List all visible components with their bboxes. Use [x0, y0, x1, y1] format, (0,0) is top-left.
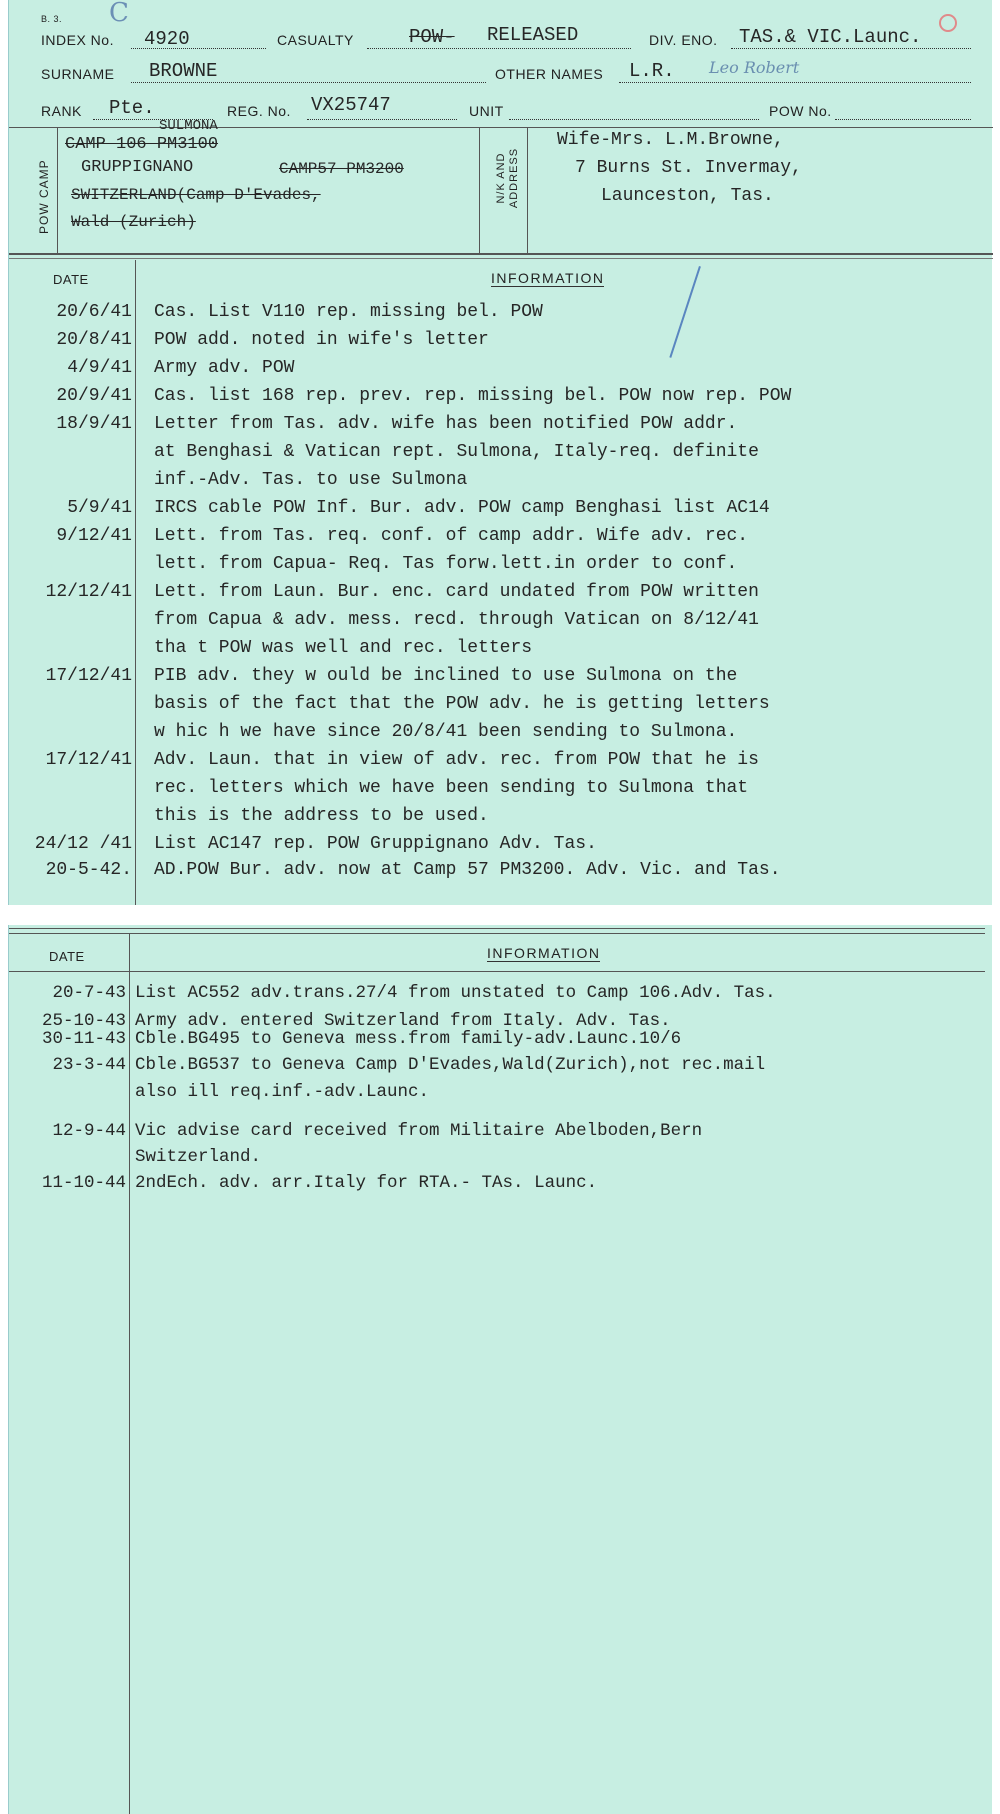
entry-text: 2ndEch. adv. arr.Italy for RTA.- TAs. Launc. [135, 1173, 598, 1193]
entry-text: w hic h we have since 20/8/41 been sending to Sulmona. [154, 722, 738, 742]
camp-gruppignano: GRUPPIGNANO [81, 158, 194, 177]
entry-text: POW add. noted in wife's letter [154, 330, 489, 350]
entry-text: Vic advise card received from Militaire Abelboden,Bern [135, 1121, 703, 1141]
date-header: DATE [53, 272, 89, 287]
surname-line [131, 82, 486, 83]
back-top-rule [9, 928, 985, 929]
nk-line-3: Launceston, Tas. [601, 186, 774, 206]
reg-number: VX25747 [311, 94, 391, 116]
entry-text: Letter from Tas. adv. wife has been notified POW addr. [154, 414, 738, 434]
nk-divider-right [527, 127, 528, 253]
rank: Pte. [109, 97, 155, 119]
camp-switzerland: SWITZERLAND(Camp D'Evades, [71, 186, 321, 204]
handwritten-mark: C [109, 0, 129, 28]
pow-camp-label: POW CAMP [37, 159, 51, 234]
entry-text: from Capua & adv. mess. recd. through Vatican on 8/12/41 [154, 610, 759, 630]
camp-sulmona: SULMONA [159, 118, 218, 134]
entry-date: 5/9/41 [67, 498, 132, 518]
entry-date: 20/8/41 [56, 330, 132, 350]
casualty-label: CASUALTY [277, 32, 354, 48]
back-date-column-divider [129, 933, 130, 1814]
other-names-handwritten: Leo Robert [709, 58, 800, 77]
back-top-rule-2 [9, 933, 985, 934]
entry-text: Cas. List V110 rep. missing bel. POW [154, 302, 543, 322]
entry-text: inf.-Adv. Tas. to use Sulmona [154, 470, 468, 490]
entry-text: tha t POW was well and rec. letters [154, 638, 533, 658]
nk-address-label: N/K AND ADDRESS [495, 147, 520, 209]
record-card-back [8, 925, 992, 1814]
nk-line-1: Wife-Mrs. L.M.Browne, [557, 130, 784, 150]
camp-106: CAMP 106 PM3100 [65, 135, 219, 154]
entry-date: 12-9-44 [52, 1121, 126, 1141]
box-bottom-rule [9, 253, 993, 255]
entry-text: Cas. list 168 rep. prev. rep. missing bel. POW now rep. POW [154, 386, 792, 406]
entry-date: 11-10-44 [41, 1173, 126, 1193]
date-column-divider [135, 260, 136, 905]
entry-text: also ill req.inf.-adv.Launc. [135, 1082, 430, 1102]
entry-date: 30-11-43 [41, 1029, 126, 1049]
pow-camp-divider [57, 127, 58, 253]
entry-date: 17/12/41 [45, 666, 132, 686]
entry-date: 20-5-42. [45, 860, 132, 880]
entry-date: 23-3-44 [52, 1055, 126, 1075]
div-value: TAS.& VIC.Launc. [739, 26, 922, 48]
entry-text: this is the address to be used. [154, 806, 489, 826]
reg-label: REG. No. [227, 103, 291, 119]
div-label: DIV. ENO. [649, 32, 718, 48]
entry-text: basis of the fact that the POW adv. he is getting letters [154, 694, 770, 714]
other-names-label: OTHER NAMES [495, 66, 604, 82]
entry-date: 4/9/41 [67, 358, 132, 378]
pow-no-label: POW No. [769, 103, 832, 119]
unit-label: UNIT [469, 103, 504, 119]
nk-line-2: 7 Burns St. Invermay, [575, 158, 802, 178]
entry-text: List AC552 adv.trans.27/4 from unstated to Camp 106.Adv. Tas. [135, 983, 776, 1003]
entry-date: 18/9/41 [56, 414, 132, 434]
box-bottom-rule-2 [9, 258, 993, 259]
entry-text: Cble.BG537 to Geneva Camp D'Evades,Wald(Zurich),not rec.mail [135, 1055, 766, 1075]
entry-date: 24/12 /41 [34, 834, 132, 854]
entry-text: AD.POW Bur. adv. now at Camp 57 PM3200. Adv. Vic. and Tas. [154, 860, 781, 880]
back-header-rule [9, 971, 985, 972]
unit-line [509, 119, 759, 120]
rank-label: RANK [41, 103, 82, 119]
entry-date: 17/12/41 [45, 750, 132, 770]
nk-divider-left [479, 127, 480, 253]
entry-text: Switzerland. [135, 1147, 262, 1167]
reg-line [307, 119, 457, 120]
entry-text: List AC147 rep. POW Gruppignano Adv. Tas. [154, 834, 597, 854]
entry-date: 20/6/41 [56, 302, 132, 322]
entry-text: Adv. Laun. that in view of adv. rec. from POW that he is [154, 750, 759, 770]
information-header: INFORMATION [491, 270, 605, 286]
pen-stroke [669, 266, 701, 358]
form-code: B. 3. [41, 14, 63, 24]
card-gap [0, 905, 1000, 925]
entry-text: Lett. from Tas. req. conf. of camp addr. Wife adv. rec. [154, 526, 749, 546]
casualty-value: RELEASED [487, 24, 579, 46]
casualty-struck: POW- [409, 26, 455, 48]
back-information-header: INFORMATION [487, 945, 601, 961]
entry-date: 9/12/41 [56, 526, 132, 546]
entry-text: Lett. from Laun. Bur. enc. card undated from POW written [154, 582, 759, 602]
entry-text: PIB adv. they w ould be inclined to use Sulmona on the [154, 666, 738, 686]
index-number: 4920 [144, 28, 190, 50]
div-line [731, 48, 971, 49]
index-label: INDEX No. [41, 32, 114, 48]
entry-text: Army adv. entered Switzerland from Italy. Adv. Tas. [135, 1011, 671, 1031]
surname: BROWNE [149, 60, 218, 82]
entry-text: Cble.BG495 to Geneva mess.from family-adv.Launc.10/6 [135, 1029, 682, 1049]
entry-date: 20-7-43 [52, 983, 126, 1003]
box-top-rule [9, 127, 993, 128]
entry-date: 12/12/41 [45, 582, 132, 602]
other-names: L.R. [629, 60, 675, 82]
record-card-front [8, 0, 992, 905]
entry-date: 20/9/41 [56, 386, 132, 406]
other-names-line [619, 82, 971, 83]
entry-date: 25-10-43 [41, 1011, 126, 1031]
pow-no-line [835, 119, 971, 120]
entry-text: IRCS cable POW Inf. Bur. adv. POW camp Benghasi list AC14 [154, 498, 770, 518]
camp-wald: Wald (Zurich) [71, 213, 196, 231]
entry-text: at Benghasi & Vatican rept. Sulmona, Italy-req. definite [154, 442, 759, 462]
red-mark-icon [939, 14, 957, 32]
surname-label: SURNAME [41, 66, 115, 82]
camp-57: CAMP57 PM3200 [279, 160, 404, 178]
entry-text: Army adv. POW [154, 358, 295, 378]
entry-text: rec. letters which we have been sending to Sulmona that [154, 778, 749, 798]
entry-text: lett. from Capua- Req. Tas forw.lett.in order to conf. [154, 554, 738, 574]
back-date-header: DATE [49, 949, 85, 964]
casualty-line [367, 48, 631, 49]
